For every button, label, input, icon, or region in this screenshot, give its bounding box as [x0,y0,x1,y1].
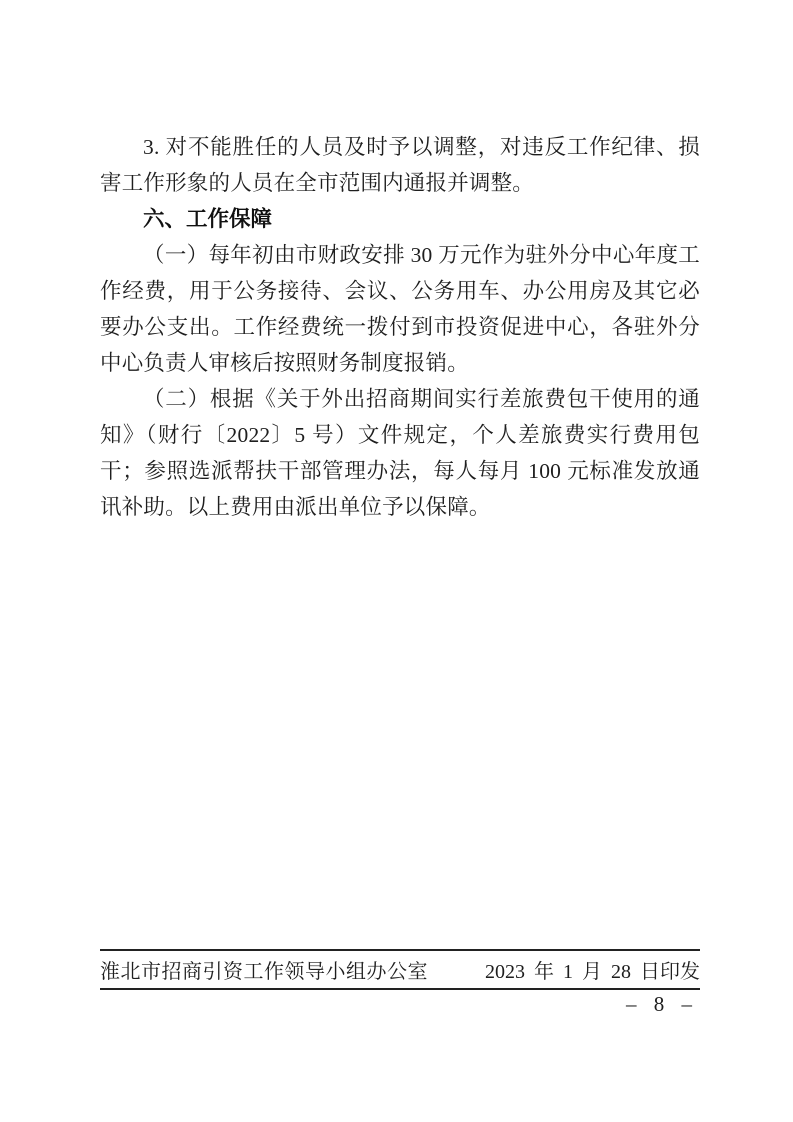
paragraph-item-3: 3. 对不能胜任的人员及时予以调整，对违反工作纪律、损害工作形象的人员在全市范围内通报并调整。 [100,135,700,195]
paragraph-funding: （一）每年初由市财政安排 30 万元作为驻外分中心年度工作经费，用于公务接待、会议、公务用车、办公用房及其它必要办公支出。工作经费统一拨付到市投资促进中心，各驻外分中心负责人审核后按照财务制度报销。 [100,243,700,375]
paragraph-travel-allowance: （二）根据《关于外出招商期间实行差旅费包干使用的通知》（财行〔2022〕5 号）文件规定，个人差旅费实行费用包干；参照选派帮扶干部管理办法，每人每月 100 元标准发放通讯补助。以上费用由派出单位予以保障。 [100,387,700,519]
document-body [100,129,700,525]
footer-print-date: 2023 年 1 月 28 日印发 [485,961,700,983]
page-number: – 8 – [626,992,693,1016]
footer-imprint-block [100,949,700,990]
section-heading-work-support: 六、工作保障 [143,207,273,231]
footer-issuer: 淮北市招商引资工作领导小组办公室 [100,961,428,983]
